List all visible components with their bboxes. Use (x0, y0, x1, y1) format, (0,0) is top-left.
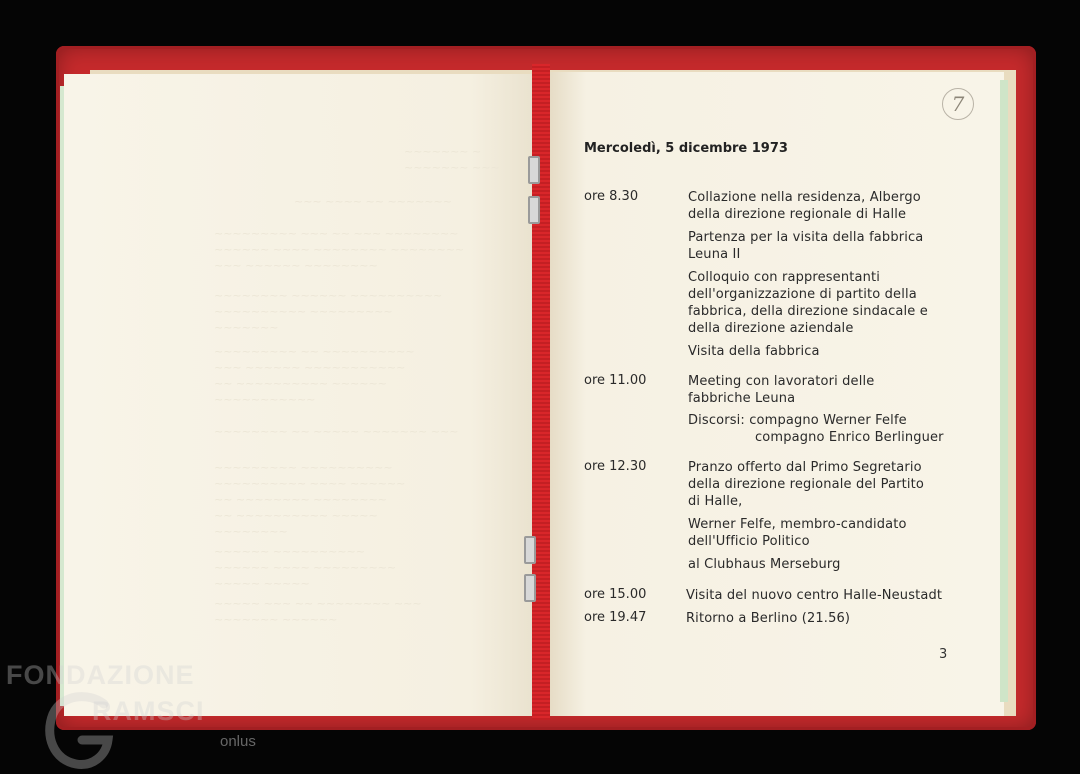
bleed-through-text: ~~~ ~~~~ ~~ ~~~~~~~ (294, 195, 452, 208)
handwritten-page-number: 7 (942, 88, 974, 120)
schedule-line: della direzione aziendale (688, 321, 854, 336)
page-number: 3 (939, 647, 948, 662)
watermark-text: FONDAZIONE (6, 660, 195, 690)
staple (524, 536, 536, 564)
schedule-line: fabbrica, della direzione sindacale e (688, 304, 928, 319)
staple (524, 574, 536, 602)
schedule-line: dell'organizzazione di partito della (688, 287, 917, 302)
bleed-through-text: ~~~~~~~~~ ~~ ~~~~~~~~~~ ~~~ ~~~~~~ ~~~~~~~~~~~ ~~ ~~~~~~~~~~ ~~~~~~ ~~~~~~~~~~~ (214, 345, 415, 406)
schedule-line: Meeting con lavoratori delle (688, 374, 875, 389)
schedule-time: ore 11.00 (584, 373, 647, 388)
schedule-line: Collazione nella residenza, Albergo (688, 190, 921, 205)
schedule-time: ore 8.30 (584, 189, 639, 204)
schedule-line: Leuna II (688, 247, 741, 262)
schedule-time: ore 15.00 (584, 587, 647, 602)
right-page-edge (1000, 80, 1008, 702)
bleed-through-text: ~~~~~~~ ~ ~~~~~~~ ~~~ (404, 145, 500, 174)
schedule-line: Discorsi: compagno Werner Felfe (688, 413, 907, 428)
schedule-line: fabbriche Leuna (688, 391, 796, 406)
schedule-line: al Clubhaus Merseburg (688, 557, 841, 572)
schedule-line: di Halle, (688, 494, 743, 509)
schedule-line: Werner Felfe, membro-candidato (688, 517, 907, 532)
schedule-line: Partenza per la visita della fabbrica (688, 230, 924, 245)
bleed-through-text: ~~~~~~ ~~~~~~~~~~ ~~~~~~ ~~~~ ~~~~~~~~~ ~~~~~ ~~~~~ (214, 545, 397, 590)
staple (528, 156, 540, 184)
page-title: Mercoledì, 5 dicembre 1973 (584, 141, 788, 156)
schedule-line: compagno Enrico Berlinguer (755, 430, 944, 445)
schedule-line: Ritorno a Berlino (21.56) (686, 611, 851, 626)
schedule-line: Visita della fabbrica (688, 344, 820, 359)
schedule-line: dell'Ufficio Politico (688, 534, 810, 549)
bleed-through-text: ~~~~~~~~~ ~~~~~~~~~~ ~~~~~~~~~~ ~~~~ ~~~~~~ ~~ ~~~~~~~~ ~~~~~~~~ ~~ ~~~~~~~~~~ ~~~~~ ~~~~~~~~ (214, 461, 406, 538)
schedule-line: della direzione regionale di Halle (688, 207, 907, 222)
schedule-time: ore 12.30 (584, 459, 647, 474)
bleed-through-text: ~~~~~ ~~~ ~~ ~~~~~~~~ ~~~ ~~~~~~~ ~~~~~~ (214, 597, 422, 626)
schedule-line: Pranzo offerto dal Primo Segretario (688, 460, 922, 475)
staple (528, 196, 540, 224)
schedule-line: Visita del nuovo centro Halle-Neustadt (686, 588, 943, 603)
bleed-through-text: ~~~~~~~~~ ~~~ ~~ ~~~ ~~~~~~~~ ~~~~~~ ~~~~ ~~~~~~~~ ~~~~~~~~ ~~~ ~~~~~~ ~~~~~~~~ (214, 227, 465, 272)
left-page (64, 74, 542, 716)
bleed-through-text: ~~~~~~~~ ~~~~~~ ~~~~~~~~~~ ~~~~~~~~~~ ~~~~~~~~~ ~~~~~~~ (214, 289, 443, 334)
watermark-text: RAMSCI (92, 696, 205, 726)
schedule-time: ore 19.47 (584, 610, 647, 625)
watermark-subtitle: onlus (220, 733, 256, 750)
schedule-line: della direzione regionale del Partito (688, 477, 924, 492)
schedule-line: Colloquio con rappresentanti (688, 270, 880, 285)
bleed-through-text: ~~~~~~~~ ~~ ~~~~~ ~~~~~~~ ~~~ (214, 425, 459, 438)
